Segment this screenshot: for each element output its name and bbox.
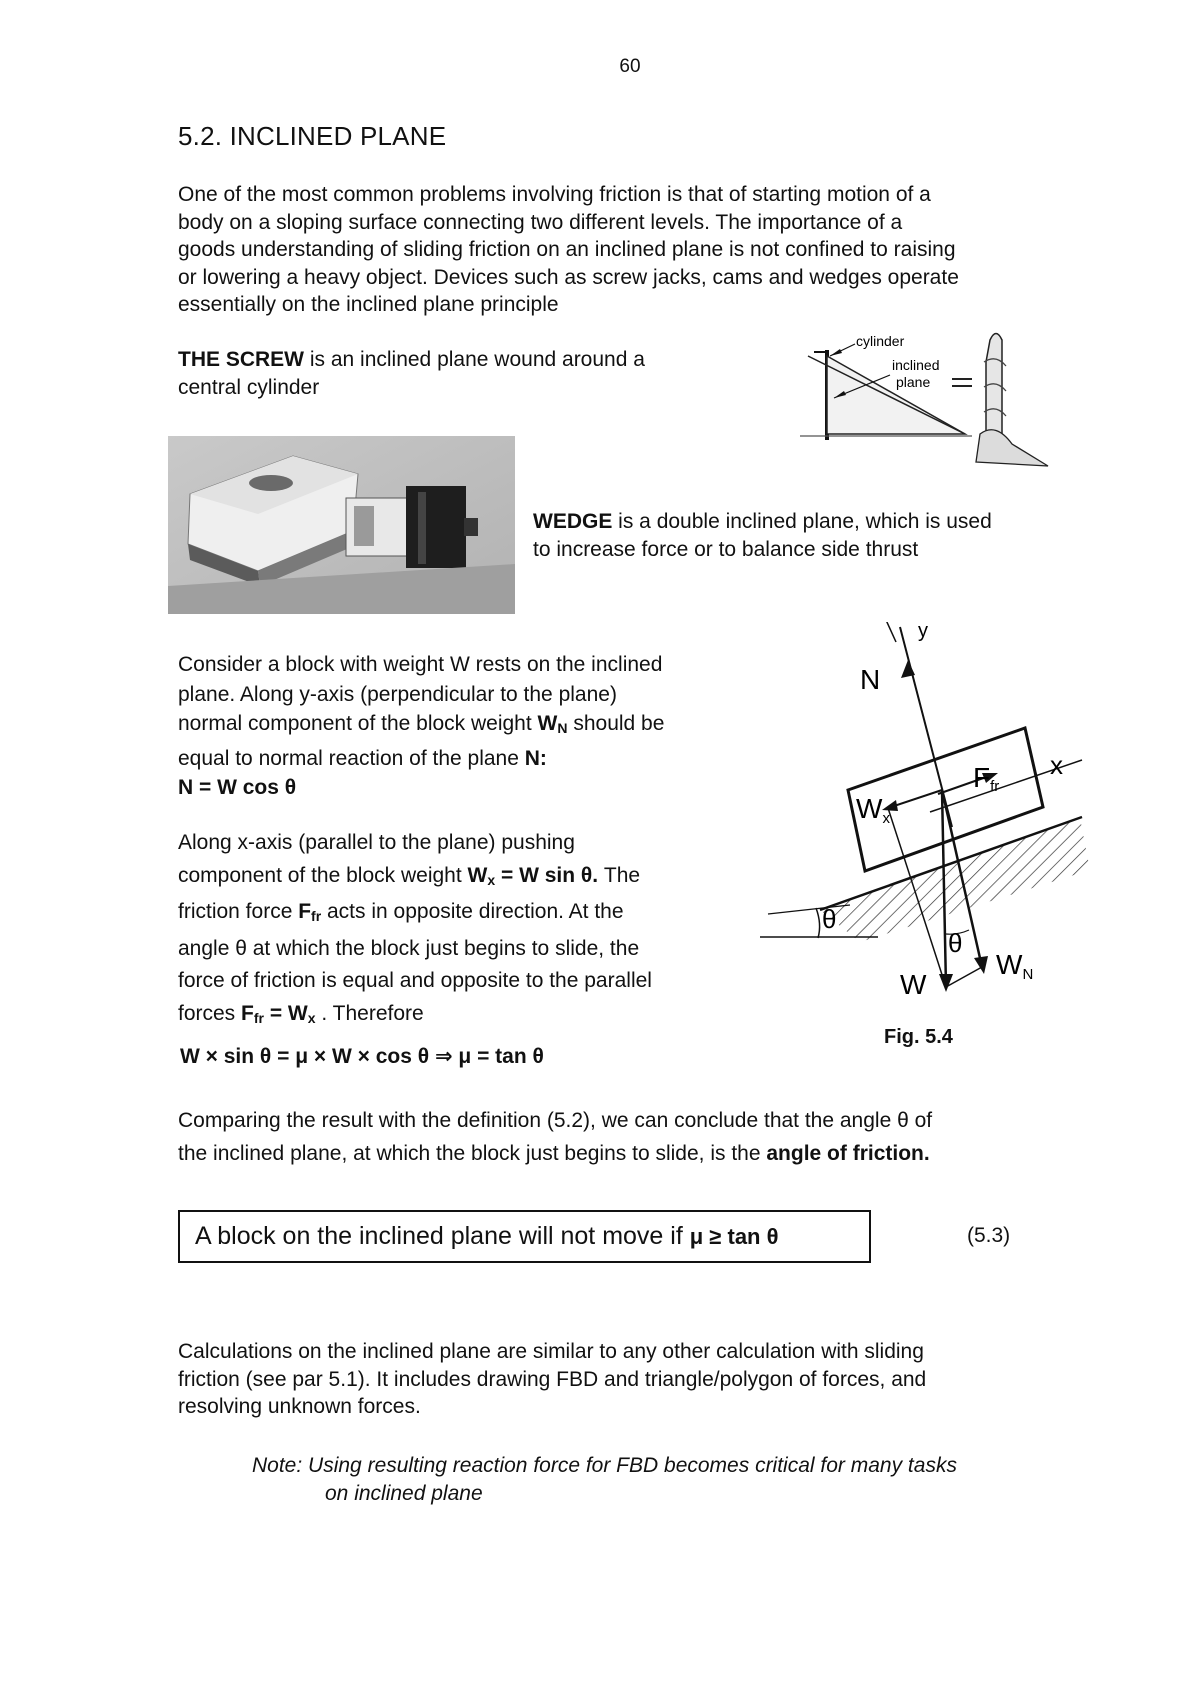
along-paragraph: [178, 827, 778, 1034]
key-result-box: [178, 1210, 871, 1263]
normal-force-equation: N = W cos θ: [178, 776, 297, 799]
screw-diagram: [800, 322, 1060, 470]
along-line: forces $F_{fr} = W_x$ . Therefore: [178, 1001, 424, 1026]
calc-line: Calculations on the inclined plane are similar to any other calculation with sliding: [178, 1340, 924, 1363]
calculation-paragraph: [178, 1338, 1158, 1421]
block-line: normal component of the block weight $W_N$ should be: [178, 712, 665, 736]
note-text: Using resulting reaction force for FBD becomes critical for many tasks: [308, 1454, 957, 1477]
calc-line: resolving unknown forces.: [178, 1395, 421, 1418]
normal-force-label: N: [860, 664, 881, 695]
page-number: 60: [619, 56, 641, 77]
screw-term: THE SCREW: [178, 348, 304, 371]
along-line: Along x-axis (parallel to the plane) pushing: [178, 831, 575, 854]
note-label: Note:: [252, 1454, 303, 1477]
along-line: component of the block weight $W_x = W$ sin θ. The: [178, 863, 641, 888]
weight-label: W: [900, 969, 927, 1000]
wx-label: Wx: [856, 793, 890, 827]
along-line: friction force $F_{fr}$ acts in opposite direction. At the: [178, 900, 624, 924]
note-block: [252, 1452, 1152, 1507]
screw-definition: is an inclined plane wound around a: [304, 348, 645, 371]
intro-line: or lowering a heavy object. Devices such as screw jacks, cams and wedges operate: [178, 265, 959, 289]
friction-angle-formula: W × sin θ = μ × W × cos θ ⇒ μ = tan θ: [180, 1045, 544, 1068]
screw-definition-line2: central cylinder: [178, 375, 320, 399]
wedge-definition-line2: to increase force or to balance side thrust: [533, 537, 919, 561]
block-line: plane. Along y-axis (perpendicular to the plane): [178, 682, 617, 706]
key-result-math: μ ≥ tan θ: [689, 1224, 779, 1249]
intro-line: essentially on the inclined plane principle: [178, 293, 559, 316]
wedge-paragraph: [533, 508, 1153, 563]
along-line: force of friction is equal and opposite to the parallel: [178, 969, 652, 992]
y-axis-label: y: [918, 622, 928, 642]
wedge-definition: is a double inclined plane, which is used: [612, 510, 992, 533]
screw-paragraph: [178, 346, 738, 401]
calc-line: friction (see par 5.1). It includes drawing FBD and triangle/polygon of forces, and: [178, 1367, 927, 1391]
wedge-term: WEDGE: [533, 510, 613, 533]
note-text-line2: on inclined plane: [325, 1481, 483, 1505]
comparing-paragraph: [178, 1104, 1158, 1170]
friction-force-label: Ffr: [973, 762, 1000, 795]
inclined-label: inclined: [892, 357, 940, 373]
intro-line: One of the most common problems involving friction is that of starting motion of a: [178, 183, 931, 206]
cylinder-label: cylinder: [856, 333, 905, 349]
screw-jack-photo: [168, 436, 515, 614]
wn-label: WN: [996, 949, 1034, 983]
block-paragraph: [178, 650, 778, 803]
plane-label: plane: [896, 374, 931, 390]
section-title: 5.2. INCLINED PLANE: [178, 121, 447, 151]
normal-force-arrowhead: [901, 660, 915, 678]
x-axis-label: x: [1050, 750, 1063, 780]
key-result-text: A block on the inclined plane will not move if: [195, 1222, 690, 1250]
angle-arc: [816, 908, 820, 938]
figure-caption: Fig. 5.4: [884, 1026, 953, 1048]
along-line: angle θ at which the block just begins to slide, the: [178, 936, 640, 960]
intro-line: goods understanding of sliding friction on an inclined plane is not confined to raising: [178, 238, 956, 261]
equation-number: (5.3): [967, 1224, 1011, 1247]
block-line: equal to normal reaction of the plane N:: [178, 746, 547, 770]
theta-label-force: θ: [948, 928, 963, 958]
theta-label-plane: θ: [822, 904, 837, 934]
free-body-diagram: [760, 622, 1090, 1002]
intro-paragraph: [178, 181, 1138, 319]
intro-line: body on a sloping surface connecting two different levels. The importance of a: [178, 210, 903, 234]
comparing-line: Comparing the result with the definition (5.2), we can conclude that the angle θ of: [178, 1109, 933, 1132]
comparing-line: the inclined plane, at which the block just begins to slide, is the angle of friction.: [178, 1142, 930, 1165]
block-line: Consider a block with weight W rests on the inclined: [178, 653, 663, 676]
